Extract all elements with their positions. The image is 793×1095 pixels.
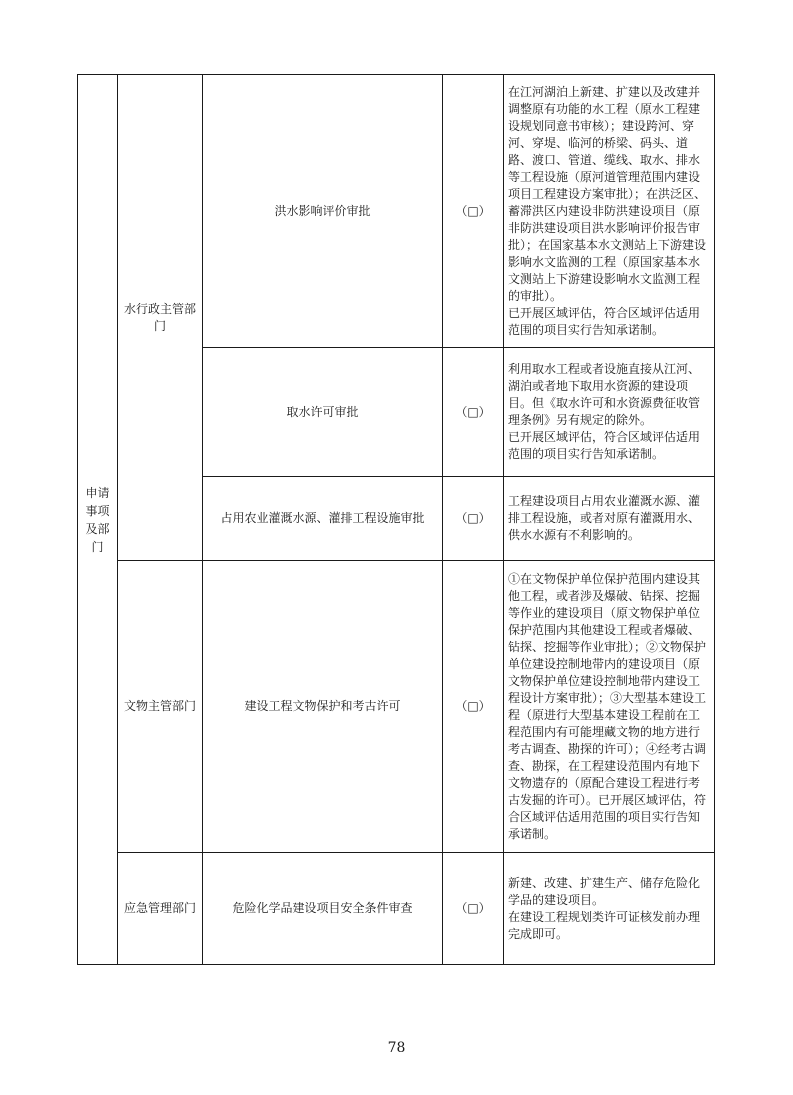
item-note-cell	[504, 561, 715, 853]
note-paragraph: 工程建设项目占用农业灌溉水源、灌排工程设施，或者对原有灌溉用水、供水水源有不利影响的。	[508, 494, 701, 542]
item-name-cell: 危险化学品建设项目安全条件审查	[203, 853, 443, 965]
note-paragraph: 利用取水工程或者设施直接从江河、湖泊或者地下取用水资源的建设项目。但《取水许可和水资源费征收管理条例》另有规定的除外。	[508, 362, 701, 427]
note-paragraph: 在江河湖泊上新建、扩建以及改建并调整原有功能的水工程（原水工程建设规划同意书审核）；建设跨河、穿河、穿堤、临河的桥梁、码头、道路、渡口、管道、缆线、取水、排水等工程设施（原河道管理范围内建设项目工程建设方案审批）；在洪泛区、蓄滞洪区内建设非防洪建设项目（原非防洪建设项目洪水影响评价报告审批）；在国家基本水文测站上下游建设影响水文监测的工程（原国家基本水文测站上下游建设影响水文监测工程的审批）。	[508, 84, 707, 303]
item-name-cell: 建设工程文物保护和考古许可	[203, 561, 443, 853]
page-number: 78	[387, 1040, 406, 1056]
checkbox-mark-cell: （□）	[443, 561, 504, 853]
table-row	[78, 75, 715, 348]
note-paragraph: 已开展区域评估，符合区域评估适用范围的项目实行告知承诺制。	[508, 305, 701, 337]
table-row	[78, 853, 715, 965]
item-name-cell: 占用农业灌溉水源、灌排工程设施审批	[203, 477, 443, 561]
department-cell: 应急管理部门	[118, 853, 203, 965]
category-cell: 申请事项及部门	[78, 75, 118, 965]
note-paragraph: 新建、改建、扩建生产、储存危险化学品的建设项目。	[508, 875, 701, 907]
note-paragraph: 在建设工程规划类许可证核发前办理完成即可。	[508, 909, 701, 941]
department-cell: 水行政主管部门	[118, 75, 203, 561]
checkbox-mark-cell: （□）	[443, 477, 504, 561]
approval-items-table	[77, 74, 715, 965]
item-note-cell	[504, 75, 715, 348]
item-name-cell: 洪水影响评价审批	[203, 75, 443, 348]
checkbox-mark-cell: （□）	[443, 853, 504, 965]
checkbox-mark-cell: （□）	[443, 348, 504, 477]
item-note-cell	[504, 348, 715, 477]
note-paragraph: 已开展区域评估，符合区域评估适用范围的项目实行告知承诺制。	[508, 430, 701, 461]
department-cell: 文物主管部门	[118, 561, 203, 853]
item-note-cell	[504, 477, 715, 561]
checkbox-mark-cell: （□）	[443, 75, 504, 348]
table-row	[78, 561, 715, 853]
note-paragraph: ①在文物保护单位保护范围内建设其他工程，或者涉及爆破、钻探、挖掘等作业的建设项目（原文物保护单位保护范围内其他建设工程或者爆破、钻探、挖掘等作业审批）；②文物保护单位建设控制地带内的建设项目（原文物保护单位建设控制地带内建设工程设计方案审批）；③大型基本建设工程（原进行大型基本建设工程前在工程范围内有可能埋藏文物的地方进行考古调查、勘探的许可）；④经考古调查、勘探，在工程建设范围内有地下文物遗存的（原配合建设工程进行考古发掘的许可）。已开展区域评估，符合区域评估适用范围的项目实行告知承诺制。	[508, 571, 707, 841]
item-note-cell	[504, 853, 715, 965]
item-name-cell: 取水许可审批	[203, 348, 443, 477]
